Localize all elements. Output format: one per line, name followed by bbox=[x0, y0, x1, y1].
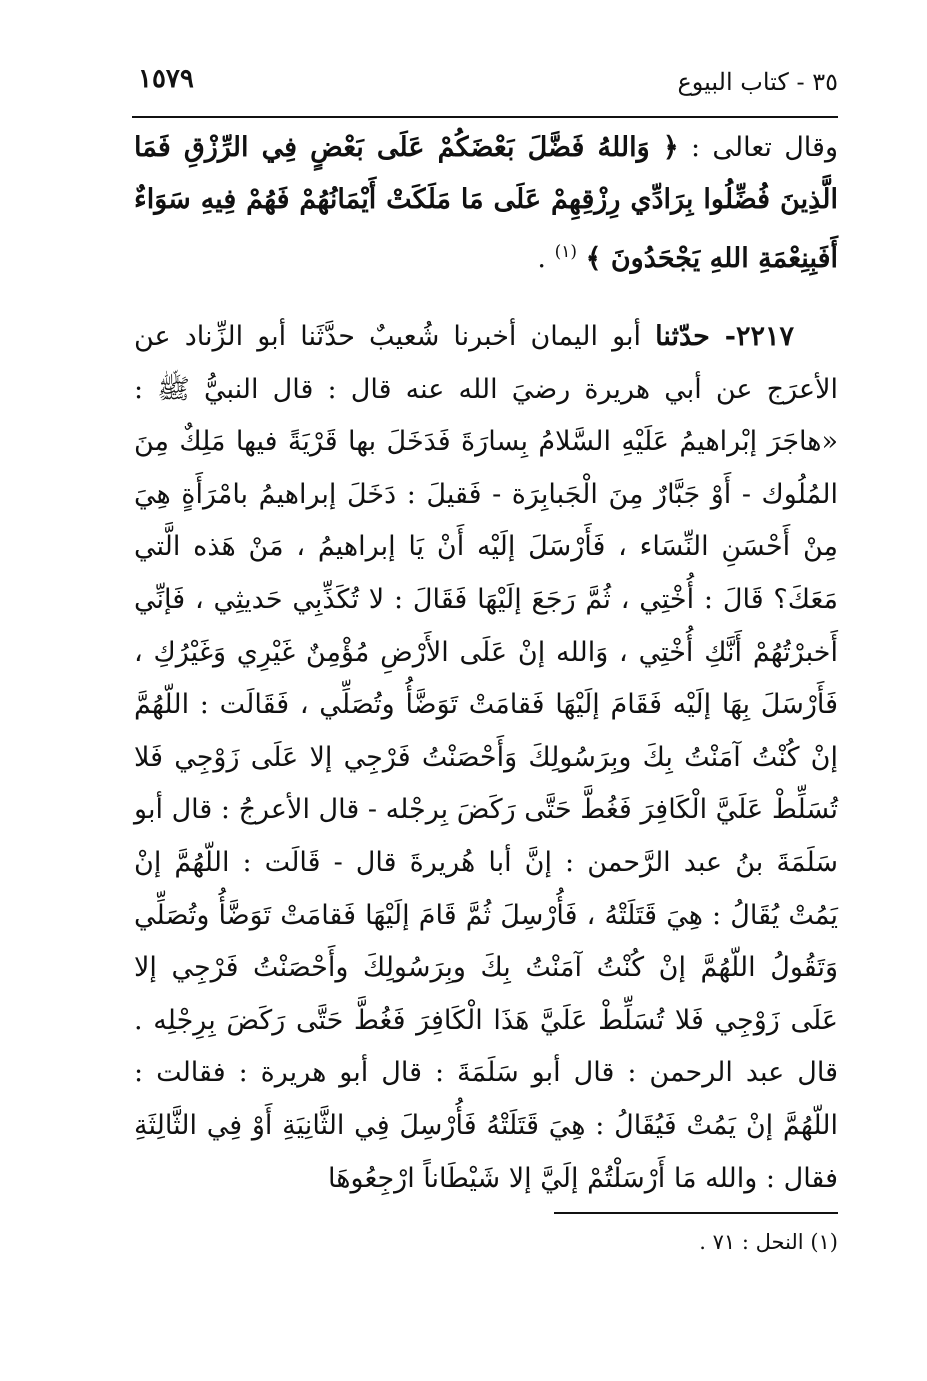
footnote-rule bbox=[554, 1212, 838, 1214]
footnote-reference: (١) bbox=[554, 242, 578, 262]
footnote: (١) النحل : ٧١ . bbox=[699, 1230, 838, 1254]
running-title: ٣٥ - كتاب البيوع bbox=[677, 68, 838, 96]
quran-intro: وقال تعالى : bbox=[678, 132, 838, 163]
hadith-text: أبو اليمان أخبرنا شُعيبٌ حدَّثَنا أبو الزِّناد عن الأعرَج عن أبي هريرة رضيَ الله عنه قال : قال النبيُّ ﷺ : «هاجَرَ إبْراهيمُ عَلَيْهِ السَّلامُ بِسارَةَ فَدَخَلَ بها قَرْيَةً فيها مَلِكٌ مِنَ المُلُوك - أَوْ جَبَّارٌ مِنَ الْجَبابِرَة - فَقيلَ : دَخَلَ إبراهيمُ بامْرَأَةٍ هِيَ مِنْ أَحْسَنِ النِّسَاء ، فَأَرْسَلَ إلَيْه أَنْ يَا إبراهيمُ ، مَنْ هَذه الَّتي مَعَكَ؟ قَالَ : أُخْتِي ، ثُمَّ رَجَعَ إلَيْهَا فَقَالَ : لا تُكَذِّبِي حَديثِي ، فَإنِّي أَخبرْتُهُمْ أَنَّكِ أُخْتِي ، وَالله إنْ عَلَى الأَرْضِ مُؤْمِنٌ غَيْرِي وَغَيْرُكِ ، فَأَرْسَلَ بِهَا إلَيْه فَقَامَ إلَيْهَا فَقامَتْ تَوَضَّأُ وتُصَلِّي ، فَقَالَت : اللّهُمَّ إنْ كُنْتُ آمَنْتُ بِكَ وبِرَسُولِكَ وَأَحْصَنْتُ فَرْجِي إلا عَلَى زَوْجِي فَلا تُسَلِّطْ عَلَيَّ الْكَافِرَ فَغُطَّ حَتَّى رَكَضَ بِرجْله - قال الأعرجُ : قال أبو سَلَمَةَ بنُ عبد الرَّحمن : إنَّ أبا هُريرةَ قال - قَالَت : اللّهُمَّ إنْ يَمُتْ يُقَالُ : هِيَ قَتَلَتْهُ ، فَأُرْسِلَ ثُمَّ قَامَ إلَيْهَا فَقامَتْ تَوَضَّأُ وتُصَلِّي وَتَقُولُ اللّهُمَّ إنْ كُنْتُ آمَنْتُ بِكَ وبِرَسُولِكَ وأَحْصَنْتُ فَرْجِي إلا عَلَى زَوْجِي فَلا تُسَلِّطْ عَلَيَّ هَذَا الْكَافِرَ فَغُطَّ حَتَّى رَكَضَ بِرِجْلِه . قال عبد الرحمن : قال أبو سَلَمَةَ : قال أبو هريرة : فقالت : اللّهُمَّ إنْ يَمُتْ فَيُقَالُ : هِيَ قَتَلَتْهُ فَأُرْسِلَ فِي الثَّانِيَةِ أَوْ فِي الثَّالِثَةِ فقال : والله مَا أَرْسَلْتُمْ إلَيَّ إلا شَيْطَاناً ارْجِعُوهَا bbox=[134, 321, 838, 1194]
body-text bbox=[134, 122, 838, 1205]
header-rule bbox=[132, 116, 838, 118]
hadith-paragraph bbox=[134, 311, 838, 1205]
quran-end: . bbox=[537, 243, 555, 274]
page-header bbox=[132, 62, 838, 120]
quran-citation bbox=[134, 122, 838, 285]
quran-verse: ﴿ وَاللهُ فَضَّلَ بَعْضَكُمْ عَلَى بَعْضٍ فِي الرِّزْقِ فَمَا الَّذِينَ فُضِّلُوا بِرَادِّي رِزْقِهِمْ عَلَى مَا مَلَكَتْ أَيْمَانُهُمْ فَهُمْ فِيهِ سَوَاءٌ أَفَبِنِعْمَةِ اللهِ يَجْحَدُونَ ﴾ bbox=[134, 132, 838, 274]
hadith-number: ٢٢١٧ bbox=[735, 321, 794, 352]
hadith-opening: - حدّثنا bbox=[655, 321, 736, 352]
page-number: ١٥٧٩ bbox=[138, 64, 194, 94]
